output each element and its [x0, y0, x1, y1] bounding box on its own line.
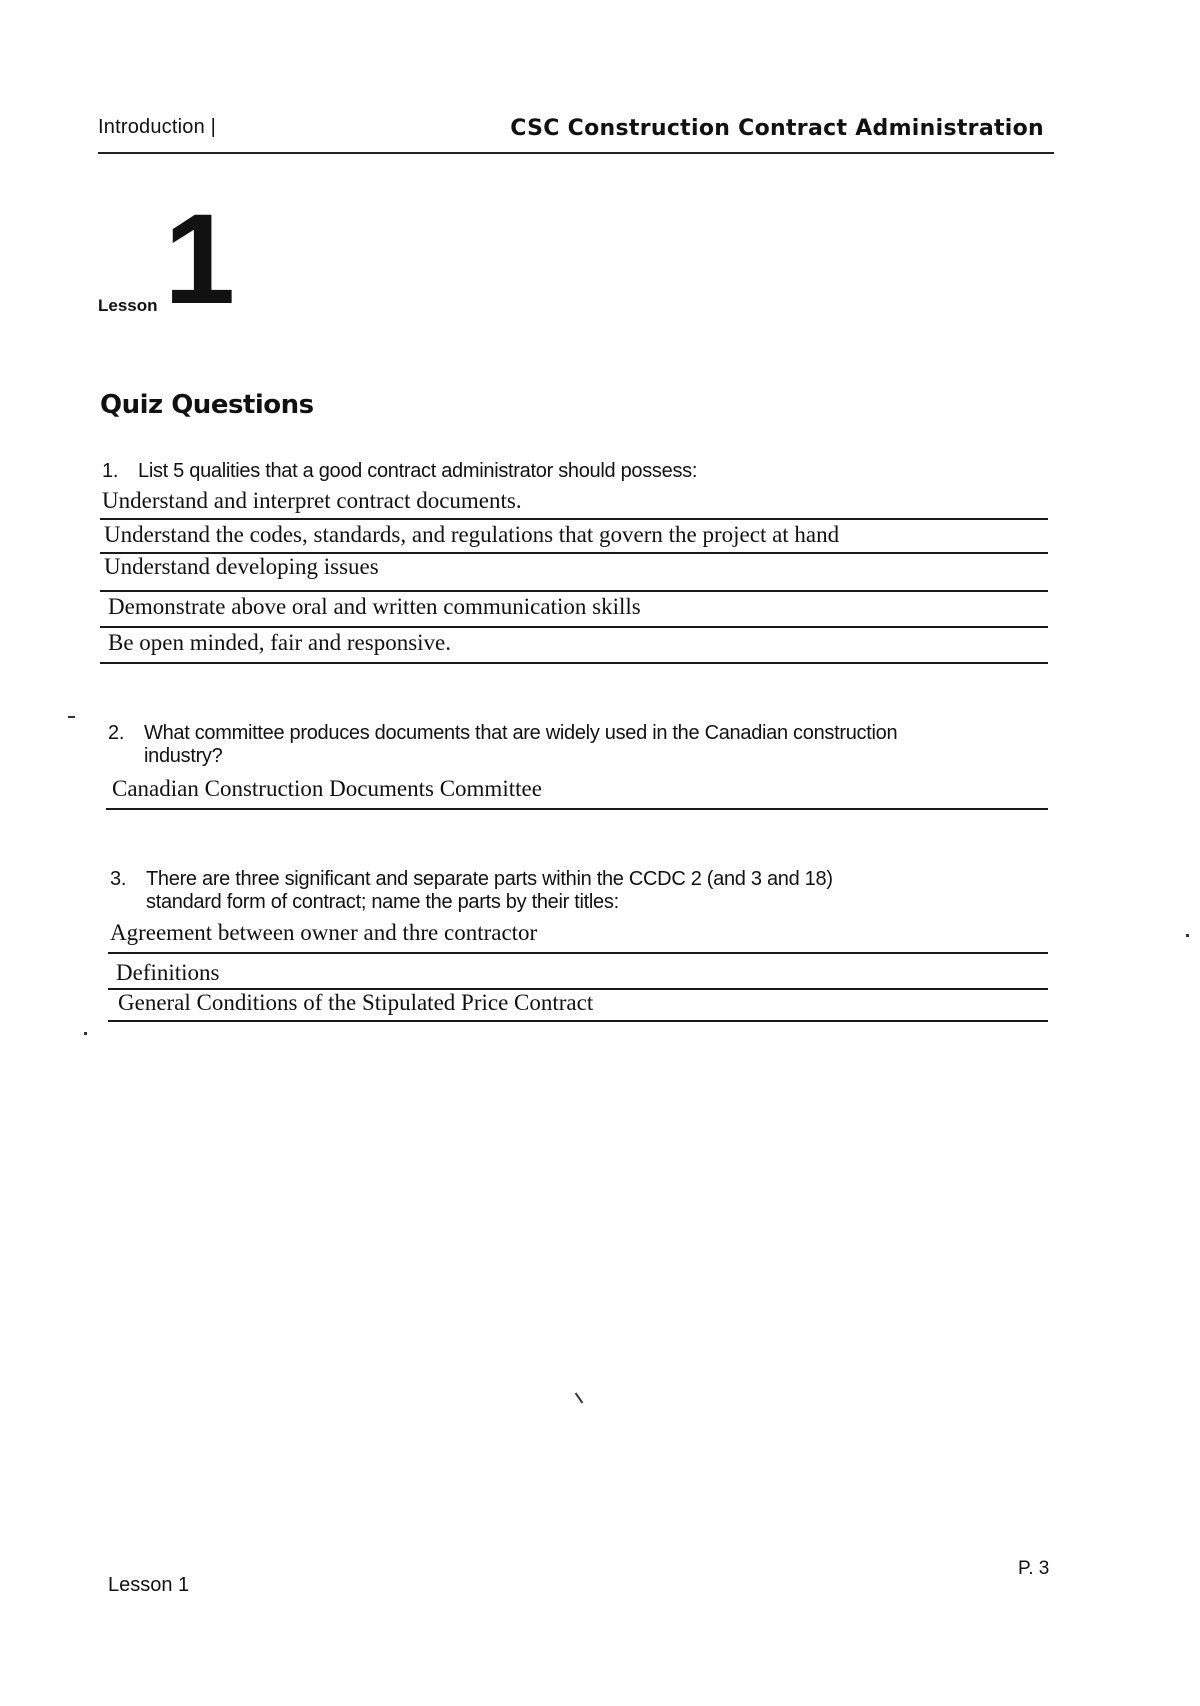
header-rule: [98, 152, 1054, 154]
answer-line: Definitions: [116, 960, 220, 985]
header-course-title: CSC Construction Contract Administration: [510, 116, 1044, 141]
answer-rule: [108, 1020, 1048, 1022]
page-number: P. 3: [1018, 1558, 1050, 1579]
question-number: 1.: [102, 460, 119, 482]
footer-lesson-label: Lesson 1: [108, 1574, 190, 1596]
question-text-continued: industry?: [144, 745, 223, 767]
question-text: List 5 qualities that a good contract administrator should possess:: [138, 460, 698, 482]
answer-rule: [108, 952, 1048, 954]
lesson-number: 1: [164, 188, 236, 331]
question-number: 2.: [108, 722, 125, 744]
answer-line: Be open minded, fair and responsive.: [108, 630, 451, 655]
scan-mark: [68, 716, 75, 718]
answer-rule: [100, 590, 1048, 592]
header-section-label: Introduction |: [98, 116, 217, 138]
answer-rule: [100, 518, 1048, 520]
question-1: [102, 460, 697, 483]
question-text-continued: standard form of contract; name the parts by their titles:: [146, 891, 619, 913]
section-title: Quiz Questions: [100, 390, 314, 420]
question-text: What committee produces documents that are widely used in the Canadian construction: [144, 722, 898, 744]
scan-mark: [575, 1393, 584, 1404]
page-header: [98, 112, 1054, 156]
scan-mark: [84, 1032, 87, 1035]
answer-line: Agreement between owner and thre contractor: [110, 920, 538, 945]
question-2: [108, 722, 897, 768]
answer-rule: [106, 808, 1048, 810]
answer-line: Understand the codes, standards, and regulations that govern the project at hand: [104, 522, 840, 547]
answer-rule: [100, 662, 1048, 664]
answer-line: Canadian Construction Documents Committee: [112, 776, 542, 801]
question-text: There are three significant and separate parts within the CCDC 2 (and 3 and 18): [146, 868, 833, 890]
answer-line: Understand and interpret contract documents.: [102, 488, 522, 513]
lesson-label: Lesson: [98, 296, 158, 315]
answer-line: Understand developing issues: [104, 554, 379, 579]
question-3: [110, 868, 833, 914]
answer-line: Demonstrate above oral and written communication skills: [108, 594, 641, 619]
question-number: 3.: [110, 868, 127, 890]
scan-mark: [1186, 934, 1189, 937]
answer-rule: [100, 626, 1048, 628]
answer-line: General Conditions of the Stipulated Price Contract: [118, 990, 594, 1015]
